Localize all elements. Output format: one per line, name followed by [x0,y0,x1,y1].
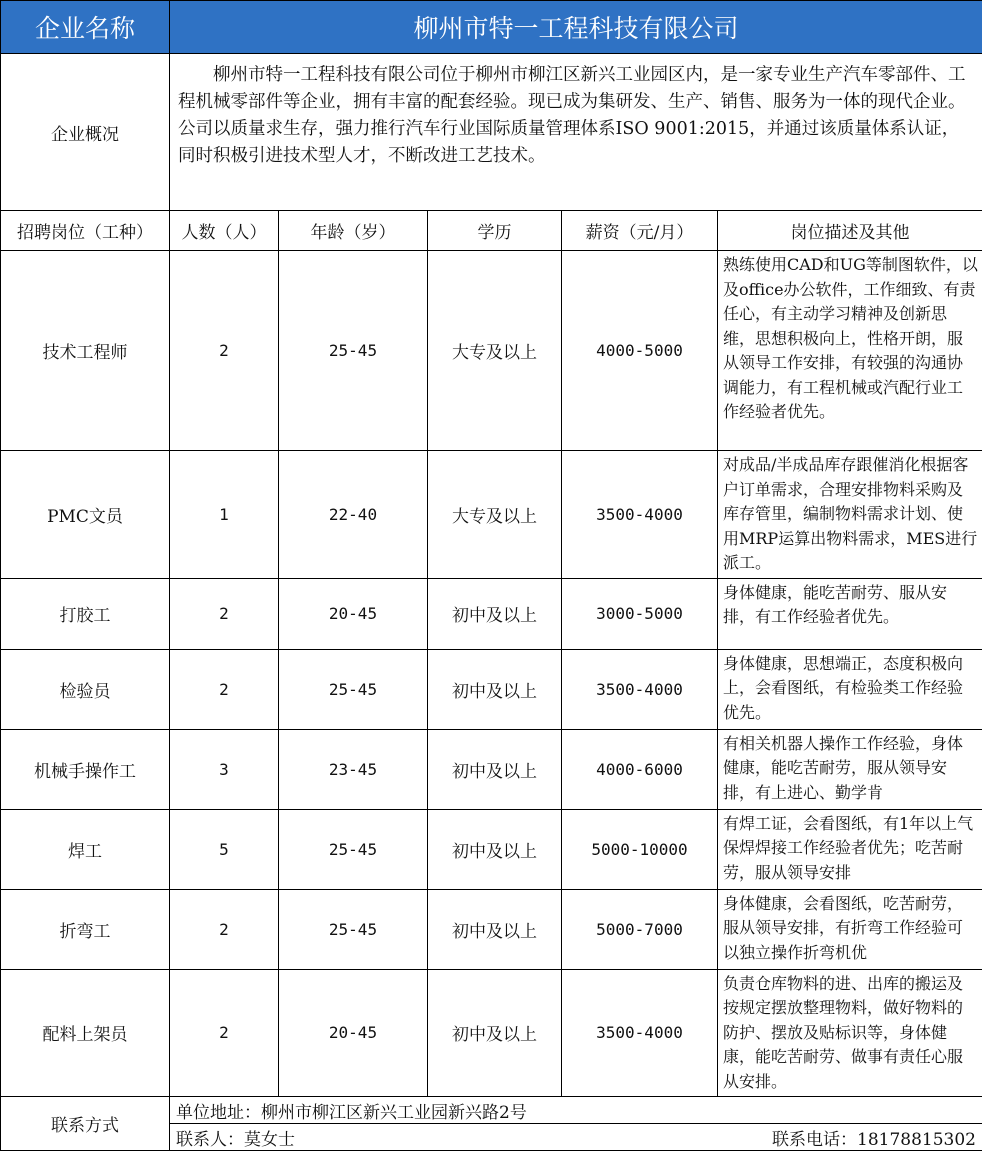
job-description: 熟练使用CAD和UG等制图软件，以及office办公软件，工作细致、有责任心，有主动学习精神及创新思维，思想积极向上，性格开朗，服从领导工作安排，有较强的沟通协调能力，有工程机械或汽配行业工作经验者优先。 [718,251,982,451]
company-name-label: 企业名称 [1,1,170,54]
col-description: 岗位描述及其他 [718,211,982,251]
overview-label: 企业概况 [1,54,170,211]
col-position: 招聘岗位（工种） [1,211,170,251]
table-row [1,251,982,451]
job-description: 有焊工证，会看图纸，有1年以上气保焊焊接工作经验者优先；吃苦耐劳，服从领导安排 [718,809,982,889]
table-row [1,809,982,889]
job-description: 身体健康，能吃苦耐劳、服从安排，有工作经验者优先。 [718,578,982,649]
job-education: 初中及以上 [428,729,562,809]
overview-row [1,54,982,211]
job-age: 20-45 [279,578,428,649]
table-row [1,451,982,579]
job-education: 初中及以上 [428,578,562,649]
table-row [1,729,982,809]
table-row [1,969,982,1097]
col-salary: 薪资（元/月） [562,211,718,251]
job-count: 2 [170,649,279,729]
job-age: 25-45 [279,251,428,451]
col-age: 年龄（岁） [279,211,428,251]
header-row [1,1,982,54]
table-row [1,578,982,649]
job-position: 检验员 [1,649,170,729]
job-salary: 4000-5000 [562,251,718,451]
job-education: 初中及以上 [428,889,562,969]
job-salary: 3500-4000 [562,451,718,579]
job-count: 3 [170,729,279,809]
table-row [1,649,982,729]
col-count: 人数（人） [170,211,279,251]
job-age: 25-45 [279,649,428,729]
job-position: 打胶工 [1,578,170,649]
job-education: 初中及以上 [428,649,562,729]
job-count: 2 [170,889,279,969]
contact-address: 单位地址：柳州市柳江区新兴工业园新兴路2号 [170,1097,982,1124]
job-position: 技术工程师 [1,251,170,451]
job-education: 大专及以上 [428,451,562,579]
job-description: 负责仓库物料的进、出库的搬运及按规定摆放整理物料，做好物料的防护、摆放及贴标识等，身体健康，能吃苦耐劳、做事有责任心服从安排。 [718,969,982,1097]
job-salary: 3000-5000 [562,578,718,649]
job-age: 25-45 [279,809,428,889]
job-description: 有相关机器人操作工作经验，身体健康，能吃苦耐劳，服从领导安排，有上进心、勤学肯 [718,729,982,809]
job-age: 22-40 [279,451,428,579]
job-salary: 3500-4000 [562,969,718,1097]
job-description: 身体健康，思想端正，态度积极向上，会看图纸，有检验类工作经验优先。 [718,649,982,729]
job-description: 身体健康，会看图纸，吃苦耐劳，服从领导安排，有折弯工作经验可以独立操作折弯机优 [718,889,982,969]
job-position: 折弯工 [1,889,170,969]
contact-label: 联系方式 [1,1097,170,1151]
job-education: 初中及以上 [428,809,562,889]
contact-phone: 联系电话：18178815302 [772,1129,976,1150]
job-position: 配料上架员 [1,969,170,1097]
column-header-row [1,211,982,251]
overview-text: 柳州市特一工程科技有限公司位于柳州市柳江区新兴工业园区内，是一家专业生产汽车零部件、工程机械零部件等企业，拥有丰富的配套经验。现已成为集研发、生产、销售、服务为一体的现代企业。公司以质量求生存，强力推行汽车行业国际质量管理体系ISO 9001:2015，并通过该质量体系认证，同时积极引进技术型人才，不断改进工艺技术。 [170,54,982,211]
job-age: 23-45 [279,729,428,809]
job-position: PMC文员 [1,451,170,579]
job-count: 1 [170,451,279,579]
job-count: 2 [170,578,279,649]
job-position: 焊工 [1,809,170,889]
contact-person-cell [170,1124,982,1151]
job-age: 20-45 [279,969,428,1097]
job-position: 机械手操作工 [1,729,170,809]
job-count: 2 [170,251,279,451]
job-education: 初中及以上 [428,969,562,1097]
job-count: 2 [170,969,279,1097]
job-age: 25-45 [279,889,428,969]
job-salary: 3500-4000 [562,649,718,729]
job-salary: 5000-7000 [562,889,718,969]
table-row [1,889,982,969]
job-salary: 4000-6000 [562,729,718,809]
job-education: 大专及以上 [428,251,562,451]
contact-person: 联系人：莫女士 [176,1129,295,1150]
company-name: 柳州市特一工程科技有限公司 [170,1,982,54]
job-salary: 5000-10000 [562,809,718,889]
col-education: 学历 [428,211,562,251]
job-count: 5 [170,809,279,889]
contact-row-address [1,1097,982,1124]
job-description: 对成品/半成品库存跟催消化根据客户订单需求，合理安排物料采购及库存管里，编制物料需求计划、使用MRP运算出物料需求，MES进行派工。 [718,451,982,579]
